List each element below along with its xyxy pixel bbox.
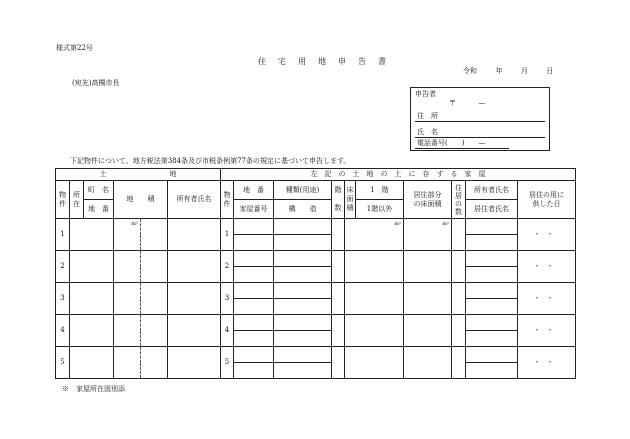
date-month: 月 [520,67,528,75]
house-household-count-cell[interactable] [452,283,466,315]
house-floors-cell[interactable] [332,347,345,379]
house-floors-cell[interactable] [332,219,345,251]
house-move-in-cell[interactable]: ・・ [518,219,576,251]
land-row-number: 4 [56,315,70,347]
land-area-decimal-cell[interactable] [141,347,168,379]
land-town-cell[interactable] [70,315,114,347]
house-floor-area-cell[interactable] [345,315,404,347]
house-owner-cell[interactable] [466,315,518,331]
house-lot-cell[interactable] [234,219,274,235]
house-type-cell[interactable] [274,251,332,267]
land-row-number: 1 [56,219,70,251]
house-type-cell[interactable] [274,347,332,363]
house-number-cell[interactable] [234,331,274,347]
house-structure-cell[interactable] [274,267,332,283]
house-structure-header: 構 造 [274,200,332,219]
table-row [56,315,576,331]
house-row-number: 1 [221,219,234,251]
house-owner-cell[interactable] [466,219,518,235]
house-owner-cell[interactable] [466,347,518,363]
postal-code-field[interactable] [449,99,485,108]
house-floors-cell[interactable] [332,283,345,315]
house-residential-area-cell[interactable] [404,315,452,347]
table-row [56,347,576,363]
land-town-cell[interactable] [70,219,114,251]
house-household-count-cell[interactable] [452,315,466,347]
phone-field[interactable]: 電話番号( ) — [417,139,486,147]
land-area-cell[interactable] [114,315,141,347]
house-type-cell[interactable] [274,315,332,331]
form-number: 様式第22号 [56,44,93,52]
land-area-cell[interactable] [114,251,141,283]
house-residential-area-header: 居住部分 の床面積 [404,181,452,219]
house-floors-cell[interactable] [332,315,345,347]
house-lot-cell[interactable] [234,347,274,363]
land-row-number: 3 [56,283,70,315]
house-type-header: 種類(用途) [274,181,332,200]
house-floor-area-header: 床 面 積 [345,181,356,219]
unit-label: m² [394,221,401,227]
land-area-decimal-cell[interactable] [141,251,168,283]
house-household-count-header: 住 居 の 数 [452,181,466,219]
property-table [55,168,576,379]
house-floors-header: 階 数 [332,181,345,219]
land-property-header: 物 件 [56,181,70,219]
house-move-in-cell[interactable]: ・・ [518,251,576,283]
house-number-cell[interactable] [234,267,274,283]
house-structure-cell[interactable] [274,331,332,347]
land-area-cell[interactable] [114,283,141,315]
house-household-count-cell[interactable] [452,251,466,283]
house-structure-cell[interactable] [274,299,332,315]
house-household-count-cell[interactable] [452,219,466,251]
applicant-box [410,87,550,151]
house-floor-area-cell[interactable] [345,347,404,379]
land-area-decimal-cell[interactable] [141,283,168,315]
house-group-header: 左 記 の 土 地 の 上 に 存 す る 家 屋 [221,169,576,181]
house-type-cell[interactable] [274,283,332,299]
house-structure-cell[interactable] [274,363,332,379]
house-resident-cell[interactable] [466,299,518,315]
house-floors-cell[interactable] [332,251,345,283]
land-town-cell[interactable] [70,347,114,379]
house-resident-cell[interactable] [466,363,518,379]
address-field[interactable] [415,121,545,122]
land-lot-header: 地 番 [84,200,114,219]
house-household-count-cell[interactable] [452,347,466,379]
house-row-number: 4 [221,315,234,347]
unit-label: m² [442,221,449,227]
land-town-cell[interactable] [70,251,114,283]
house-floor-area-cell[interactable] [345,219,404,251]
land-area-cell[interactable] [114,219,141,251]
house-resident-cell[interactable] [466,235,518,251]
name-field[interactable] [415,137,545,138]
house-move-in-cell[interactable]: ・・ [518,283,576,315]
house-other-floors-header: 1階以外 [356,200,404,219]
house-number-cell[interactable] [234,363,274,379]
land-area-decimal-cell[interactable] [141,219,168,251]
house-resident-header: 居住者氏名 [466,200,518,219]
house-owner-header: 所有者氏名 [466,181,518,200]
land-owner-cell[interactable] [168,251,221,283]
house-residential-area-cell[interactable] [404,347,452,379]
house-lot-cell[interactable] [234,251,274,267]
house-lot-header: 地 番 [234,181,274,200]
name-label: 氏 名 [417,128,438,136]
house-first-floor-header: 1 階 [356,181,404,200]
house-number-cell[interactable] [234,235,274,251]
house-floor-area-cell[interactable] [345,251,404,283]
submission-date[interactable] [463,67,553,76]
house-lot-cell[interactable] [234,283,274,299]
house-residential-area-cell[interactable] [404,251,452,283]
land-row-number: 2 [56,251,70,283]
house-resident-cell[interactable] [466,331,518,347]
house-residential-area-cell[interactable] [404,283,452,315]
table-row [56,219,576,235]
land-area-decimal-cell[interactable] [141,315,168,347]
land-owner-cell[interactable] [168,315,221,347]
house-property-header: 物 件 [221,181,234,219]
phone-underline [415,148,509,149]
house-structure-cell[interactable] [274,235,332,251]
house-move-in-cell[interactable]: ・・ [518,315,576,347]
land-row-number: 5 [56,347,70,379]
house-number-cell[interactable] [234,299,274,315]
table-row [56,283,576,299]
date-day: 日 [546,67,554,75]
land-town-cell[interactable] [70,283,114,315]
land-town-header: 町 名 [84,181,114,200]
land-owner-cell[interactable] [168,347,221,379]
house-move-in-cell[interactable]: ・・ [518,347,576,379]
statement-text: 下記物件について、地方税法第384条及び市税条例第77条の規定に基づいて申告します。 [70,157,351,165]
land-location-header: 所 在 [70,181,84,219]
house-residential-area-cell[interactable] [404,219,452,251]
land-owner-header: 所有者氏名 [168,181,221,219]
postal-mark: 〒 [449,99,456,107]
land-owner-cell[interactable] [168,219,221,251]
house-floor-area-cell[interactable] [345,283,404,315]
house-row-number: 2 [221,251,234,283]
unit-label: m² [131,221,138,227]
addressee: (宛先)高槻市長 [72,79,120,87]
table-row [56,251,576,267]
land-group-header: 土 地 [56,169,221,181]
house-row-number: 3 [221,283,234,315]
footnote: ※ 家屋所在図別添 [62,385,125,393]
house-row-number: 5 [221,347,234,379]
postal-dash: — [478,99,486,107]
land-area-cell[interactable] [114,347,141,379]
applicant-label: 申告者 [415,90,436,98]
house-number-header: 家屋番号 [234,200,274,219]
house-move-in-header: 居住の用に 供した日 [518,181,576,219]
address-label: 住 所 [417,112,438,120]
land-area-header: 地 積 [114,181,168,219]
house-owner-cell[interactable] [466,283,518,299]
house-owner-cell[interactable] [466,251,518,267]
land-owner-cell[interactable] [168,283,221,315]
house-type-cell[interactable] [274,219,332,235]
house-resident-cell[interactable] [466,267,518,283]
date-year: 年 [495,67,503,75]
date-era: 令和 [463,67,477,75]
page-title: 住 宅 用 地 申 告 書 [258,57,388,66]
house-lot-cell[interactable] [234,315,274,331]
